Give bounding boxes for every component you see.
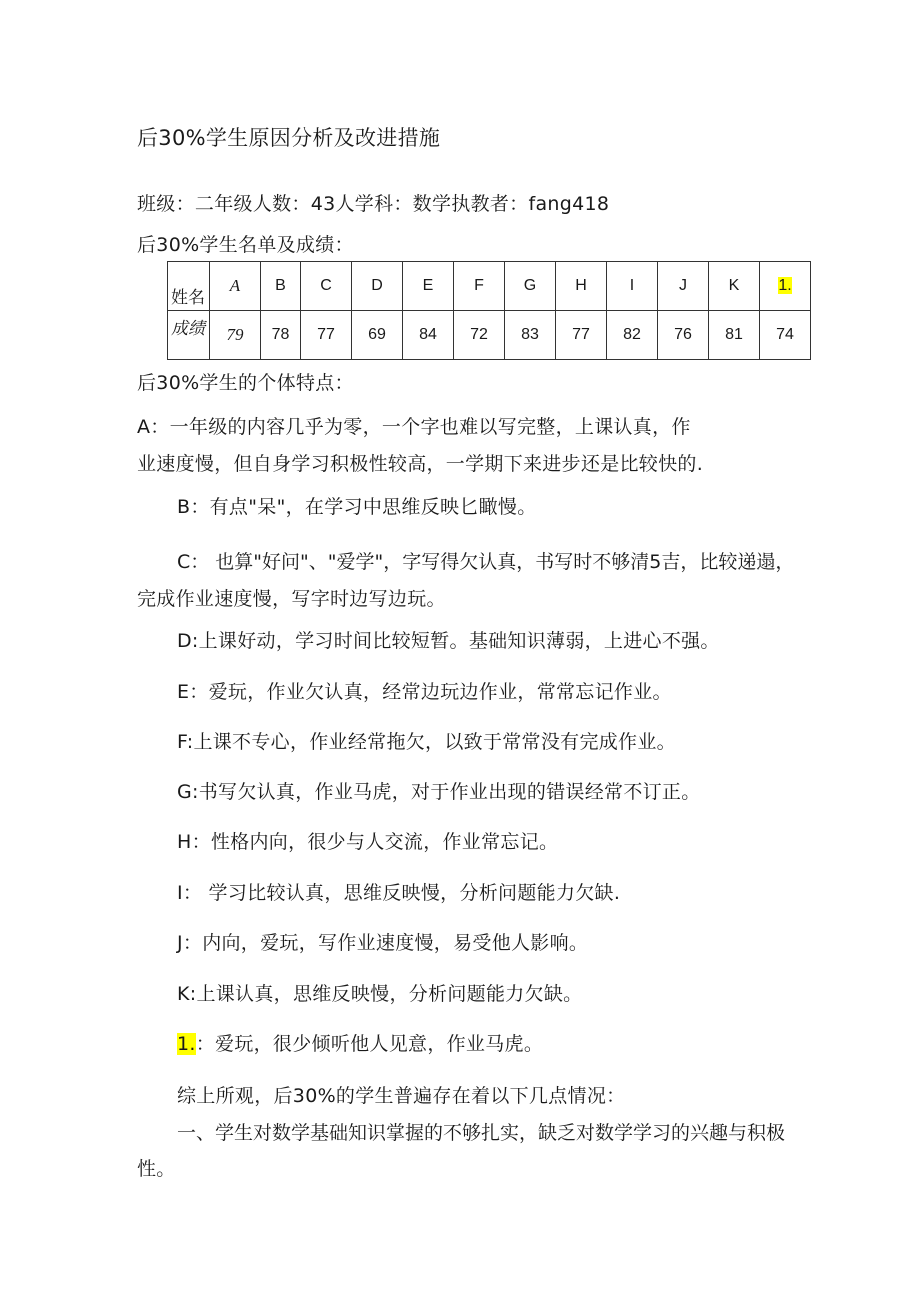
point-one-line2: 性。 (137, 1158, 176, 1180)
paragraph-j: J：内向，爱玩，写作业速度慢，易受他人影响。 (177, 932, 589, 954)
paragraph-d: D:上课好动，学习时间比较短暂。基础知识薄弱，上进心不强。 (177, 630, 720, 652)
score-cell: 76 (658, 311, 709, 360)
score-cell: 72 (454, 311, 505, 360)
score-row (168, 311, 811, 360)
summary-line: 综上所观，后30%的学生普遍存在着以下几点情况： (177, 1085, 626, 1107)
name-cell: J (658, 262, 709, 311)
score-cell: 77 (301, 311, 352, 360)
paragraph-l (177, 1035, 543, 1054)
name-cell: K (709, 262, 760, 311)
paragraph-b: B：有点"呆"，在学习中思维反映匕瞰慢。 (177, 496, 537, 518)
highlighted-label: 1. (177, 1033, 196, 1055)
traits-heading: 后30%学生的个体特点： (137, 372, 354, 394)
score-cell: 77 (556, 311, 607, 360)
name-cell: B (261, 262, 301, 311)
name-cell-highlighted: 1. (760, 262, 811, 311)
paragraph-f: F:上课不专心，作业经常拖欠，以致于常常没有完成作业。 (177, 731, 676, 753)
name-label: 姓名 (171, 287, 205, 307)
score-cell: 74 (760, 311, 811, 360)
paragraph-a-line2: 业速度慢，但自身学习积极性较高，一学期下来进步还是比较快的. (137, 453, 704, 475)
name-cell: H (556, 262, 607, 311)
paragraph-k: K:上课认真，思维反映慢，分析问题能力欠缺。 (177, 983, 583, 1005)
paragraph-i: I： 学习比较认真，思维反映慢，分析问题能力欠缺. (177, 882, 621, 904)
paragraph-h: H：性格内向，很少与人交流，作业常忘记。 (177, 831, 559, 853)
score-cell: 83 (505, 311, 556, 360)
paragraph-l-text: ：爱玩，很少倾听他人见意，作业马虎。 (195, 1033, 544, 1055)
paragraph-g: G:书写欠认真，作业马虎，对于作业出现的错误经常不订正。 (177, 781, 701, 803)
score-cell: 82 (607, 311, 658, 360)
point-one-line1: 一、学生对数学基础知识掌握的不够扎实，缺乏对数学学习的兴趣与积极 (177, 1122, 786, 1144)
name-cell: F (454, 262, 505, 311)
score-cell: 78 (261, 311, 301, 360)
name-header-cell (168, 262, 210, 311)
class-info-line: 班级：二年级人数：43人学科：数学执教者：fang418 (137, 193, 610, 215)
score-table (167, 261, 811, 360)
name-cell: C (301, 262, 352, 311)
name-cell: E (403, 262, 454, 311)
score-cell: 84 (403, 311, 454, 360)
score-cell: 81 (709, 311, 760, 360)
name-cell: G (505, 262, 556, 311)
score-cell: 69 (352, 311, 403, 360)
paragraph-c-line2: 完成作业速度慢，写字时边写边玩。 (137, 588, 446, 610)
score-label: 成绩 (171, 318, 205, 338)
score-header-cell (168, 311, 210, 360)
name-cell: A (210, 262, 261, 311)
paragraph-e: E：爱玩，作业欠认真，经常边玩边作业，常常忘记作业。 (177, 681, 672, 703)
name-row (168, 262, 811, 311)
score-cell: 79 (210, 311, 261, 360)
name-cell: I (607, 262, 658, 311)
paragraph-a-line1: A：一年级的内容几乎为零，一个字也难以写完整，上课认真，作 (137, 416, 691, 438)
list-heading: 后30%学生名单及成绩： (137, 234, 354, 256)
paragraph-c-line1: C： 也算"好问"、"爱学"，字写得欠认真，书写时不够清5吉，比较递遢， (177, 551, 795, 573)
name-cell: D (352, 262, 403, 311)
page-title: 后30%学生原因分析及改进措施 (137, 126, 441, 150)
